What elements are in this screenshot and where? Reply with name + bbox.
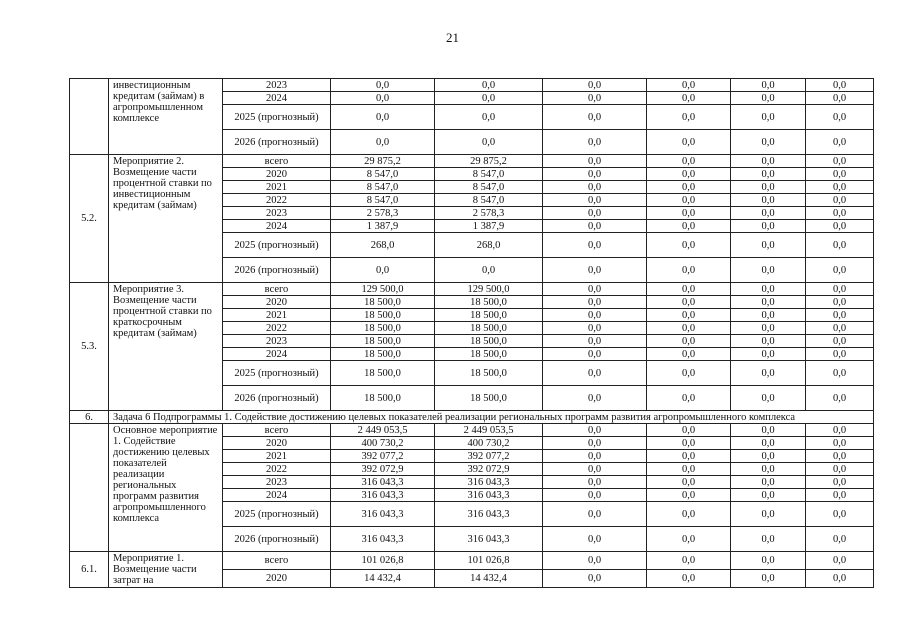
total-cell: 8 547,0 bbox=[331, 194, 435, 207]
nonbudget-cell: 0,0 bbox=[731, 168, 806, 181]
other-cell: 0,0 bbox=[806, 437, 874, 450]
total-cell: 0,0 bbox=[331, 130, 435, 155]
year-cell: 2026 (прогнозный) bbox=[223, 386, 331, 411]
total-cell: 129 500,0 bbox=[331, 283, 435, 296]
year-cell: 2021 bbox=[223, 181, 331, 194]
row-number-cell bbox=[70, 79, 109, 155]
local-budget-cell: 0,0 bbox=[647, 348, 731, 361]
nonbudget-cell: 0,0 bbox=[731, 283, 806, 296]
nonbudget-cell: 0,0 bbox=[731, 194, 806, 207]
federal-budget-cell: 0,0 bbox=[543, 130, 647, 155]
measure-description-cell: инвестиционным кредитам (займам) в агропромышленном комплексе bbox=[109, 79, 223, 155]
task-title-cell: Задача 6 Подпрограммы 1. Содействие достижению целевых показателей реализации региональных программ развития агропромышленного комплекса bbox=[109, 411, 874, 424]
local-budget-cell: 0,0 bbox=[647, 130, 731, 155]
local-budget-cell: 0,0 bbox=[647, 258, 731, 283]
total-cell: 8 547,0 bbox=[331, 168, 435, 181]
other-cell: 0,0 bbox=[806, 79, 874, 92]
nonbudget-cell: 0,0 bbox=[731, 450, 806, 463]
federal-budget-cell: 0,0 bbox=[543, 220, 647, 233]
local-budget-cell: 0,0 bbox=[647, 207, 731, 220]
local-budget-cell: 0,0 bbox=[647, 79, 731, 92]
federal-budget-cell: 0,0 bbox=[543, 168, 647, 181]
federal-budget-cell: 0,0 bbox=[543, 335, 647, 348]
local-budget-cell: 0,0 bbox=[647, 309, 731, 322]
regional-budget-cell: 0,0 bbox=[435, 258, 543, 283]
regional-budget-cell: 392 077,2 bbox=[435, 450, 543, 463]
year-cell: 2023 bbox=[223, 207, 331, 220]
federal-budget-cell: 0,0 bbox=[543, 181, 647, 194]
year-cell: всего bbox=[223, 424, 331, 437]
nonbudget-cell: 0,0 bbox=[731, 335, 806, 348]
nonbudget-cell: 0,0 bbox=[731, 424, 806, 437]
federal-budget-cell: 0,0 bbox=[543, 207, 647, 220]
year-cell: 2024 bbox=[223, 92, 331, 105]
regional-budget-cell: 129 500,0 bbox=[435, 283, 543, 296]
local-budget-cell: 0,0 bbox=[647, 527, 731, 552]
nonbudget-cell: 0,0 bbox=[731, 155, 806, 168]
other-cell: 0,0 bbox=[806, 220, 874, 233]
total-cell: 392 072,9 bbox=[331, 463, 435, 476]
federal-budget-cell: 0,0 bbox=[543, 194, 647, 207]
year-cell: 2021 bbox=[223, 450, 331, 463]
regional-budget-cell: 2 449 053,5 bbox=[435, 424, 543, 437]
local-budget-cell: 0,0 bbox=[647, 194, 731, 207]
nonbudget-cell: 0,0 bbox=[731, 322, 806, 335]
year-cell: 2023 bbox=[223, 335, 331, 348]
total-cell: 2 578,3 bbox=[331, 207, 435, 220]
year-cell: 2020 bbox=[223, 437, 331, 450]
regional-budget-cell: 8 547,0 bbox=[435, 181, 543, 194]
total-cell: 392 077,2 bbox=[331, 450, 435, 463]
regional-budget-cell: 18 500,0 bbox=[435, 348, 543, 361]
other-cell: 0,0 bbox=[806, 463, 874, 476]
other-cell: 0,0 bbox=[806, 155, 874, 168]
other-cell: 0,0 bbox=[806, 309, 874, 322]
row-number-cell bbox=[70, 424, 109, 552]
local-budget-cell: 0,0 bbox=[647, 322, 731, 335]
regional-budget-cell: 0,0 bbox=[435, 105, 543, 130]
year-cell: 2024 bbox=[223, 489, 331, 502]
federal-budget-cell: 0,0 bbox=[543, 502, 647, 527]
federal-budget-cell: 0,0 bbox=[543, 233, 647, 258]
total-cell: 316 043,3 bbox=[331, 476, 435, 489]
table-row bbox=[70, 424, 874, 437]
regional-budget-cell: 0,0 bbox=[435, 130, 543, 155]
total-cell: 18 500,0 bbox=[331, 296, 435, 309]
local-budget-cell: 0,0 bbox=[647, 570, 731, 588]
federal-budget-cell: 0,0 bbox=[543, 463, 647, 476]
local-budget-cell: 0,0 bbox=[647, 220, 731, 233]
regional-budget-cell: 0,0 bbox=[435, 79, 543, 92]
other-cell: 0,0 bbox=[806, 450, 874, 463]
nonbudget-cell: 0,0 bbox=[731, 570, 806, 588]
regional-budget-cell: 18 500,0 bbox=[435, 361, 543, 386]
regional-budget-cell: 316 043,3 bbox=[435, 527, 543, 552]
measure-description-cell: Мероприятие 2. Возмещение части процентной ставки по инвестиционным кредитам (займам) bbox=[109, 155, 223, 283]
year-cell: 2026 (прогнозный) bbox=[223, 258, 331, 283]
federal-budget-cell: 0,0 bbox=[543, 476, 647, 489]
row-number-cell: 5.2. bbox=[70, 155, 109, 283]
regional-budget-cell: 8 547,0 bbox=[435, 194, 543, 207]
other-cell: 0,0 bbox=[806, 105, 874, 130]
local-budget-cell: 0,0 bbox=[647, 155, 731, 168]
nonbudget-cell: 0,0 bbox=[731, 233, 806, 258]
year-cell: 2025 (прогнозный) bbox=[223, 233, 331, 258]
table-row bbox=[70, 552, 874, 570]
other-cell: 0,0 bbox=[806, 130, 874, 155]
year-cell: 2022 bbox=[223, 463, 331, 476]
local-budget-cell: 0,0 bbox=[647, 105, 731, 130]
federal-budget-cell: 0,0 bbox=[543, 424, 647, 437]
year-cell: 2026 (прогнозный) bbox=[223, 527, 331, 552]
local-budget-cell: 0,0 bbox=[647, 361, 731, 386]
measure-description-cell: Мероприятие 1. Возмещение части затрат на bbox=[109, 552, 223, 588]
federal-budget-cell: 0,0 bbox=[543, 361, 647, 386]
nonbudget-cell: 0,0 bbox=[731, 207, 806, 220]
local-budget-cell: 0,0 bbox=[647, 463, 731, 476]
table-row bbox=[70, 283, 874, 296]
measure-description-cell: Мероприятие 3. Возмещение части процентной ставки по краткосрочным кредитам (займам) bbox=[109, 283, 223, 411]
regional-budget-cell: 18 500,0 bbox=[435, 296, 543, 309]
other-cell: 0,0 bbox=[806, 502, 874, 527]
row-number-cell: 6.1. bbox=[70, 552, 109, 588]
other-cell: 0,0 bbox=[806, 386, 874, 411]
total-cell: 316 043,3 bbox=[331, 489, 435, 502]
year-cell: 2020 bbox=[223, 570, 331, 588]
year-cell: 2020 bbox=[223, 296, 331, 309]
nonbudget-cell: 0,0 bbox=[731, 489, 806, 502]
other-cell: 0,0 bbox=[806, 424, 874, 437]
other-cell: 0,0 bbox=[806, 335, 874, 348]
local-budget-cell: 0,0 bbox=[647, 437, 731, 450]
nonbudget-cell: 0,0 bbox=[731, 502, 806, 527]
regional-budget-cell: 18 500,0 bbox=[435, 309, 543, 322]
year-cell: 2022 bbox=[223, 322, 331, 335]
nonbudget-cell: 0,0 bbox=[731, 552, 806, 570]
regional-budget-cell: 316 043,3 bbox=[435, 476, 543, 489]
measure-description-cell: Основное мероприятие 1. Содействие достижению целевых показателей реализации региональных программ развития агропромышленного комплекса bbox=[109, 424, 223, 552]
total-cell: 18 500,0 bbox=[331, 386, 435, 411]
other-cell: 0,0 bbox=[806, 348, 874, 361]
total-cell: 0,0 bbox=[331, 79, 435, 92]
nonbudget-cell: 0,0 bbox=[731, 348, 806, 361]
total-cell: 101 026,8 bbox=[331, 552, 435, 570]
local-budget-cell: 0,0 bbox=[647, 335, 731, 348]
local-budget-cell: 0,0 bbox=[647, 502, 731, 527]
year-cell: 2025 (прогнозный) bbox=[223, 361, 331, 386]
federal-budget-cell: 0,0 bbox=[543, 296, 647, 309]
total-cell: 14 432,4 bbox=[331, 570, 435, 588]
regional-budget-cell: 268,0 bbox=[435, 233, 543, 258]
year-cell: 2026 (прогнозный) bbox=[223, 130, 331, 155]
nonbudget-cell: 0,0 bbox=[731, 130, 806, 155]
regional-budget-cell: 2 578,3 bbox=[435, 207, 543, 220]
federal-budget-cell: 0,0 bbox=[543, 283, 647, 296]
other-cell: 0,0 bbox=[806, 258, 874, 283]
nonbudget-cell: 0,0 bbox=[731, 386, 806, 411]
federal-budget-cell: 0,0 bbox=[543, 105, 647, 130]
total-cell: 1 387,9 bbox=[331, 220, 435, 233]
nonbudget-cell: 0,0 bbox=[731, 92, 806, 105]
federal-budget-cell: 0,0 bbox=[543, 489, 647, 502]
year-cell: 2020 bbox=[223, 168, 331, 181]
federal-budget-cell: 0,0 bbox=[543, 309, 647, 322]
task-row bbox=[70, 411, 874, 424]
total-cell: 2 449 053,5 bbox=[331, 424, 435, 437]
regional-budget-cell: 14 432,4 bbox=[435, 570, 543, 588]
other-cell: 0,0 bbox=[806, 296, 874, 309]
nonbudget-cell: 0,0 bbox=[731, 220, 806, 233]
nonbudget-cell: 0,0 bbox=[731, 437, 806, 450]
total-cell: 0,0 bbox=[331, 92, 435, 105]
year-cell: 2023 bbox=[223, 79, 331, 92]
federal-budget-cell: 0,0 bbox=[543, 552, 647, 570]
local-budget-cell: 0,0 bbox=[647, 476, 731, 489]
other-cell: 0,0 bbox=[806, 92, 874, 105]
budget-table bbox=[69, 78, 874, 588]
table-row bbox=[70, 79, 874, 92]
other-cell: 0,0 bbox=[806, 194, 874, 207]
year-cell: 2024 bbox=[223, 220, 331, 233]
local-budget-cell: 0,0 bbox=[647, 233, 731, 258]
nonbudget-cell: 0,0 bbox=[731, 309, 806, 322]
nonbudget-cell: 0,0 bbox=[731, 476, 806, 489]
local-budget-cell: 0,0 bbox=[647, 552, 731, 570]
other-cell: 0,0 bbox=[806, 476, 874, 489]
regional-budget-cell: 1 387,9 bbox=[435, 220, 543, 233]
total-cell: 0,0 bbox=[331, 258, 435, 283]
federal-budget-cell: 0,0 bbox=[543, 450, 647, 463]
regional-budget-cell: 316 043,3 bbox=[435, 489, 543, 502]
regional-budget-cell: 18 500,0 bbox=[435, 335, 543, 348]
other-cell: 0,0 bbox=[806, 489, 874, 502]
nonbudget-cell: 0,0 bbox=[731, 361, 806, 386]
regional-budget-cell: 400 730,2 bbox=[435, 437, 543, 450]
nonbudget-cell: 0,0 bbox=[731, 181, 806, 194]
total-cell: 18 500,0 bbox=[331, 361, 435, 386]
year-cell: 2021 bbox=[223, 309, 331, 322]
other-cell: 0,0 bbox=[806, 570, 874, 588]
federal-budget-cell: 0,0 bbox=[543, 258, 647, 283]
total-cell: 400 730,2 bbox=[331, 437, 435, 450]
federal-budget-cell: 0,0 bbox=[543, 386, 647, 411]
row-number-cell: 5.3. bbox=[70, 283, 109, 411]
local-budget-cell: 0,0 bbox=[647, 92, 731, 105]
federal-budget-cell: 0,0 bbox=[543, 348, 647, 361]
other-cell: 0,0 bbox=[806, 283, 874, 296]
local-budget-cell: 0,0 bbox=[647, 450, 731, 463]
other-cell: 0,0 bbox=[806, 322, 874, 335]
total-cell: 268,0 bbox=[331, 233, 435, 258]
federal-budget-cell: 0,0 bbox=[543, 79, 647, 92]
total-cell: 18 500,0 bbox=[331, 335, 435, 348]
federal-budget-cell: 0,0 bbox=[543, 527, 647, 552]
other-cell: 0,0 bbox=[806, 361, 874, 386]
other-cell: 0,0 bbox=[806, 168, 874, 181]
nonbudget-cell: 0,0 bbox=[731, 296, 806, 309]
regional-budget-cell: 0,0 bbox=[435, 92, 543, 105]
total-cell: 18 500,0 bbox=[331, 322, 435, 335]
regional-budget-cell: 316 043,3 bbox=[435, 502, 543, 527]
total-cell: 29 875,2 bbox=[331, 155, 435, 168]
regional-budget-cell: 18 500,0 bbox=[435, 386, 543, 411]
year-cell: 2022 bbox=[223, 194, 331, 207]
regional-budget-cell: 101 026,8 bbox=[435, 552, 543, 570]
federal-budget-cell: 0,0 bbox=[543, 570, 647, 588]
federal-budget-cell: 0,0 bbox=[543, 155, 647, 168]
regional-budget-cell: 392 072,9 bbox=[435, 463, 543, 476]
local-budget-cell: 0,0 bbox=[647, 168, 731, 181]
local-budget-cell: 0,0 bbox=[647, 386, 731, 411]
year-cell: всего bbox=[223, 155, 331, 168]
local-budget-cell: 0,0 bbox=[647, 424, 731, 437]
total-cell: 18 500,0 bbox=[331, 348, 435, 361]
total-cell: 316 043,3 bbox=[331, 502, 435, 527]
table-row bbox=[70, 155, 874, 168]
nonbudget-cell: 0,0 bbox=[731, 463, 806, 476]
year-cell: всего bbox=[223, 552, 331, 570]
local-budget-cell: 0,0 bbox=[647, 283, 731, 296]
other-cell: 0,0 bbox=[806, 552, 874, 570]
other-cell: 0,0 bbox=[806, 233, 874, 258]
year-cell: 2024 bbox=[223, 348, 331, 361]
year-cell: 2025 (прогнозный) bbox=[223, 502, 331, 527]
nonbudget-cell: 0,0 bbox=[731, 527, 806, 552]
nonbudget-cell: 0,0 bbox=[731, 258, 806, 283]
local-budget-cell: 0,0 bbox=[647, 296, 731, 309]
regional-budget-cell: 8 547,0 bbox=[435, 168, 543, 181]
other-cell: 0,0 bbox=[806, 181, 874, 194]
federal-budget-cell: 0,0 bbox=[543, 92, 647, 105]
regional-budget-cell: 29 875,2 bbox=[435, 155, 543, 168]
regional-budget-cell: 18 500,0 bbox=[435, 322, 543, 335]
total-cell: 0,0 bbox=[331, 105, 435, 130]
local-budget-cell: 0,0 bbox=[647, 181, 731, 194]
year-cell: 2025 (прогнозный) bbox=[223, 105, 331, 130]
year-cell: 2023 bbox=[223, 476, 331, 489]
year-cell: всего bbox=[223, 283, 331, 296]
row-number-cell: 6. bbox=[70, 411, 109, 424]
total-cell: 8 547,0 bbox=[331, 181, 435, 194]
other-cell: 0,0 bbox=[806, 527, 874, 552]
total-cell: 316 043,3 bbox=[331, 527, 435, 552]
local-budget-cell: 0,0 bbox=[647, 489, 731, 502]
other-cell: 0,0 bbox=[806, 207, 874, 220]
nonbudget-cell: 0,0 bbox=[731, 79, 806, 92]
nonbudget-cell: 0,0 bbox=[731, 105, 806, 130]
federal-budget-cell: 0,0 bbox=[543, 437, 647, 450]
federal-budget-cell: 0,0 bbox=[543, 322, 647, 335]
total-cell: 18 500,0 bbox=[331, 309, 435, 322]
page-number: 21 bbox=[446, 30, 459, 45]
